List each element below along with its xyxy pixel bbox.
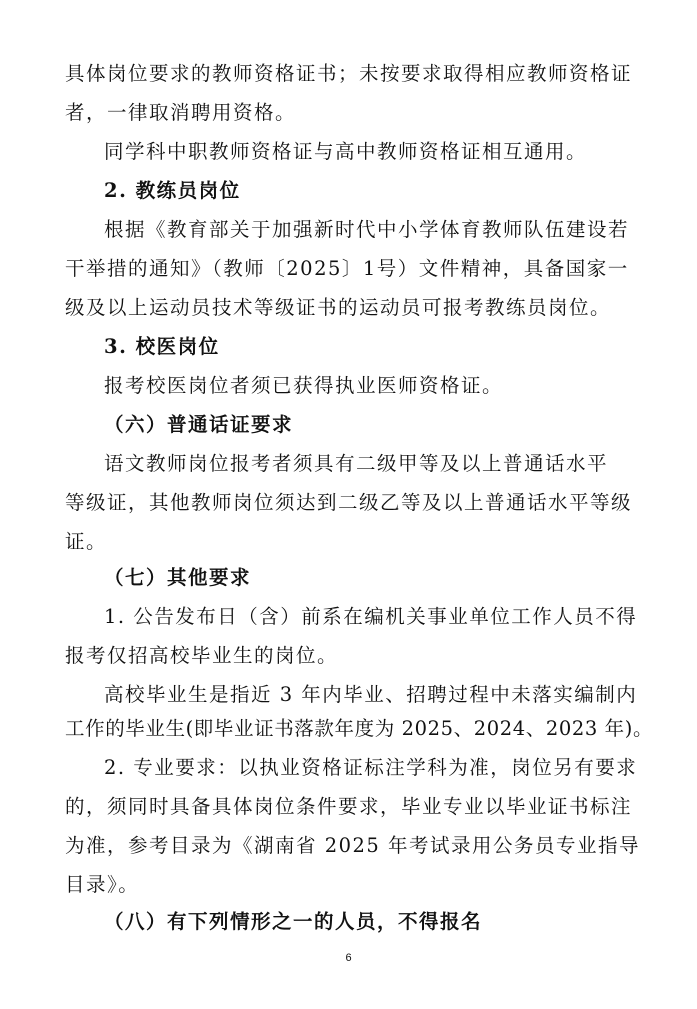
paragraph-line: 1. 公告发布日（含）前系在编机关事业单位工作人员不得 [104,605,638,628]
paragraph-line: 同学科中职教师资格证与高中教师资格证相互通用。 [104,140,588,163]
paragraph-line: 干举措的通知》（教师〔2025〕1号）文件精神，具备国家一 [65,257,629,280]
paragraph-line: 具体岗位要求的教师资格证书；未按要求取得相应教师资格证 [65,62,633,85]
paragraph-line: 证。 [65,530,108,553]
paragraph-line: 目录》。 [65,873,140,896]
section-heading: （八）有下列情形之一的人员，不得报名 [104,910,483,933]
paragraph-line: 为准，参考目录为《湖南省 2025 年考试录用公务员专业指导 [65,834,641,857]
paragraph-line: 根据《教育部关于加强新时代中小学体育教师队伍建设若 [104,218,630,241]
paragraph-line: 高校毕业生是指近 3 年内毕业、招聘过程中未落实编制内 [104,683,638,706]
section-heading: 3. 校医岗位 [104,335,220,358]
section-heading: （六）普通话证要求 [104,413,294,436]
paragraph-line: 2. 专业要求：以执业资格证标注学科为准，岗位另有要求 [104,756,638,779]
paragraph-line: 者，一律取消聘用资格。 [65,101,297,124]
paragraph-line: 报考校医岗位者须已获得执业医师资格证。 [104,374,504,397]
paragraph-line: 的，须同时具备具体岗位条件要求，毕业专业以毕业证书标注 [65,795,633,818]
paragraph-line: 语文教师岗位报考者须具有二级甲等及以上普通话水平 [104,452,609,475]
paragraph-line: 级及以上运动员技术等级证书的运动员可报考教练员岗位。 [65,296,612,319]
section-heading: 2. 教练员岗位 [104,179,241,202]
page-number: 6 [345,952,352,964]
paragraph-line: 报考仅招高校毕业生的岗位。 [65,644,339,667]
paragraph-line: 工作的毕业生(即毕业证书落款年度为 2025、2024、2023 年)。 [65,717,654,740]
paragraph-line: 等级证，其他教师岗位须达到二级乙等及以上普通话水平等级 [65,491,633,514]
section-heading: （七）其他要求 [104,566,252,589]
